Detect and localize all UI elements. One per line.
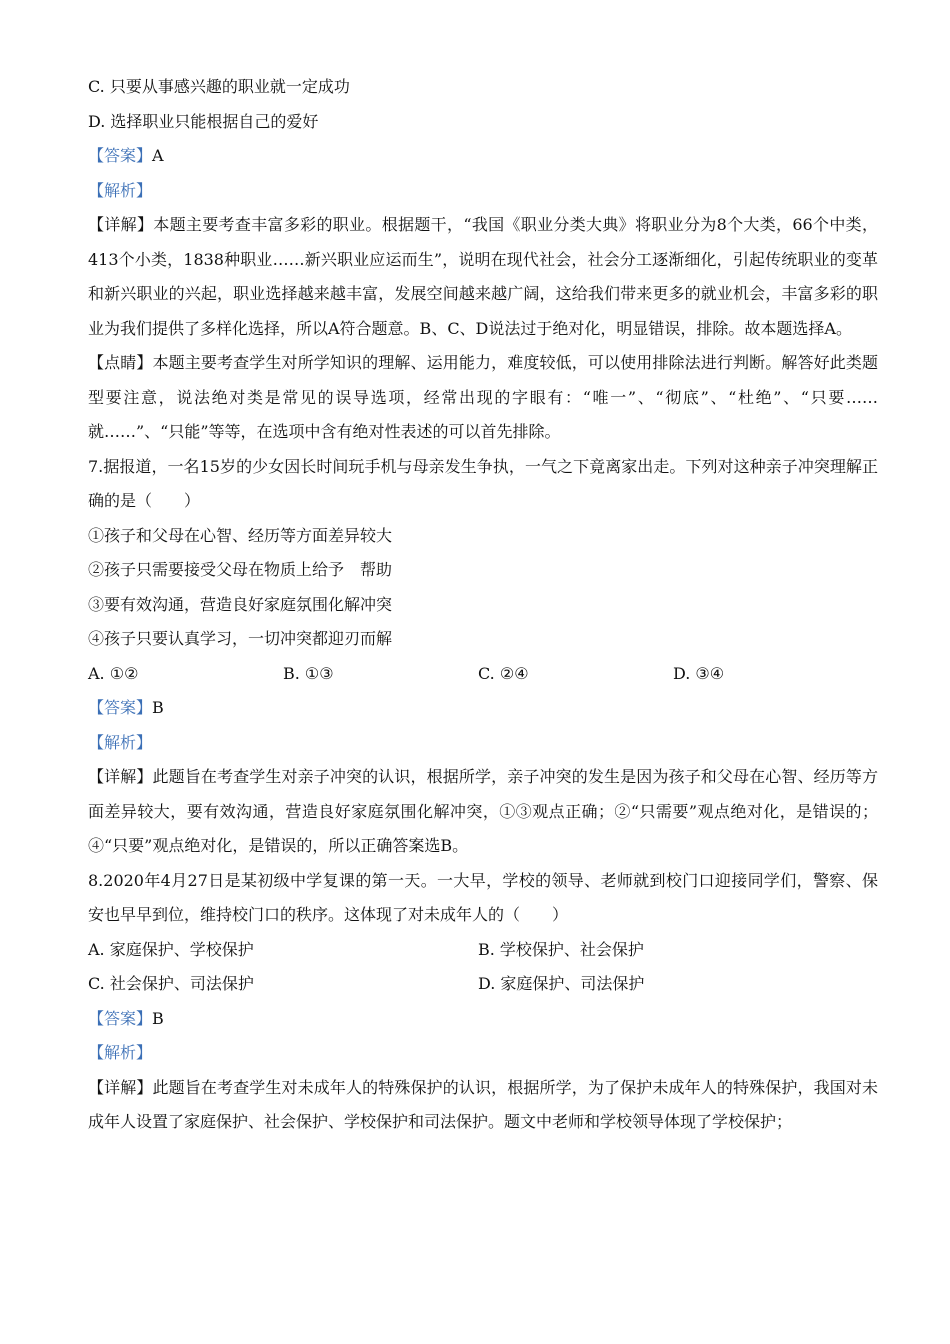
q7-option-b: B. ①③ <box>283 663 334 683</box>
q7-statement: ③要有效沟通，营造良好家庭氛围化解冲突 <box>88 594 393 614</box>
detail-tag: 【详解】 <box>88 215 154 234</box>
q6-detail <box>88 208 878 346</box>
analysis-tag: 【解析】 <box>88 1043 153 1062</box>
answer-value: B <box>152 698 164 717</box>
analysis-tag: 【解析】 <box>88 180 153 200</box>
q8-answer <box>88 1002 878 1037</box>
q7-statement: ②孩子只需要接受父母在物质上给予 帮助 <box>88 560 393 579</box>
comment-tag: 【点睛】 <box>88 353 153 372</box>
q8-stem: 8.2020年4月27日是某初级中学复课的第一天。一大早，学校的领导、老师就到校门口迎接同学们，警察、保安也早早到位，维持校门口的秩序。这体现了对未成年人的（ ） <box>88 870 878 924</box>
detail-text: 本题主要考查丰富多彩的职业。根据题干，“我国《职业分类大典》将职业分为8个大类，66个中类，413个小类，1838种职业……新兴职业应运而生”，说明在现代社会，社会分工逐渐细化，引起传统职业的变革和新兴职业的兴起，职业选择越来越丰富，发展空间越来越广阔，这给我们带来更多的就业机会，丰富多彩的职业为我们提供了多样化选择，所以A符合题意。B、C、D说法过于绝对化，明显错误，排除。故本题选择A。 <box>88 215 878 338</box>
q7-statement: ④孩子只要认真学习，一切冲突都迎刃而解 <box>88 629 393 648</box>
q7-detail <box>88 760 878 864</box>
q8-options-row-2 <box>88 967 878 1002</box>
q8-option-d: D. 家庭保护、司法保护 <box>478 974 645 993</box>
q7-option-c: C. ②④ <box>478 663 529 683</box>
analysis-tag: 【解析】 <box>88 732 153 752</box>
q7-option-a: A. ①② <box>88 663 139 683</box>
q7-options <box>88 657 878 692</box>
q8-options-row-1 <box>88 933 878 968</box>
q6-answer <box>88 139 878 174</box>
q6-analysis-heading <box>88 174 878 209</box>
q8-option-c: C. 社会保护、司法保护 <box>88 974 254 993</box>
q7-stem: 7.据报道，一名15岁的少女因长时间玩手机与母亲发生争执，一气之下竟离家出走。下列对这种亲子冲突理解正确的是（ ） <box>88 456 878 510</box>
answer-tag: 【答案】 <box>88 1008 153 1028</box>
q7-statement: ①孩子和父母在心智、经历等方面差异较大 <box>88 525 393 545</box>
detail-text: 此题旨在考查学生对未成年人的特殊保护的认识，根据所学，为了保护未成年人的特殊保护，我国对未成年人设置了家庭保护、社会保护、学校保护和司法保护。题文中老师和学校领导体现了学校保护； <box>88 1077 878 1131</box>
document-page <box>88 70 878 1140</box>
q8-option-b: B. 学校保护、社会保护 <box>478 939 644 959</box>
q8-analysis-heading <box>88 1036 878 1071</box>
detail-text: 此题旨在考查学生对亲子冲突的认识，根据所学，亲子冲突的发生是因为孩子和父母在心智、经历等方面差异较大，要有效沟通，营造良好家庭氛围化解冲突，①③观点正确；②“只需要”观点绝对化，是错误的；④“只要”观点绝对化，是错误的，所以正确答案选B。 <box>88 767 878 855</box>
q7-option-d: D. ③④ <box>673 663 725 683</box>
q8-option-a: A. 家庭保护、学校保护 <box>88 939 254 959</box>
q7-analysis-heading <box>88 726 878 761</box>
comment-text: 本题主要考查学生对所学知识的理解、运用能力，难度较低，可以使用排除法进行判断。解答好此类题型要注意，说法绝对类是常见的误导选项，经常出现的字眼有：“唯一”、“彻底”、“杜绝”、“只要……就……”、“只能”等等，在选项中含有绝对性表述的可以首先排除。 <box>88 353 878 441</box>
detail-tag: 【详解】 <box>88 1077 153 1097</box>
q6-comment <box>88 346 878 450</box>
q8-detail <box>88 1071 878 1140</box>
answer-value: A <box>152 146 164 165</box>
q7-answer <box>88 691 878 726</box>
q6-option-c: C. 只要从事感兴趣的职业就一定成功 <box>88 77 350 96</box>
detail-tag: 【详解】 <box>88 767 153 786</box>
answer-value: B <box>152 1008 164 1028</box>
answer-tag: 【答案】 <box>88 146 153 165</box>
answer-tag: 【答案】 <box>88 698 153 717</box>
q6-option-d: D. 选择职业只能根据自己的爱好 <box>88 111 319 131</box>
